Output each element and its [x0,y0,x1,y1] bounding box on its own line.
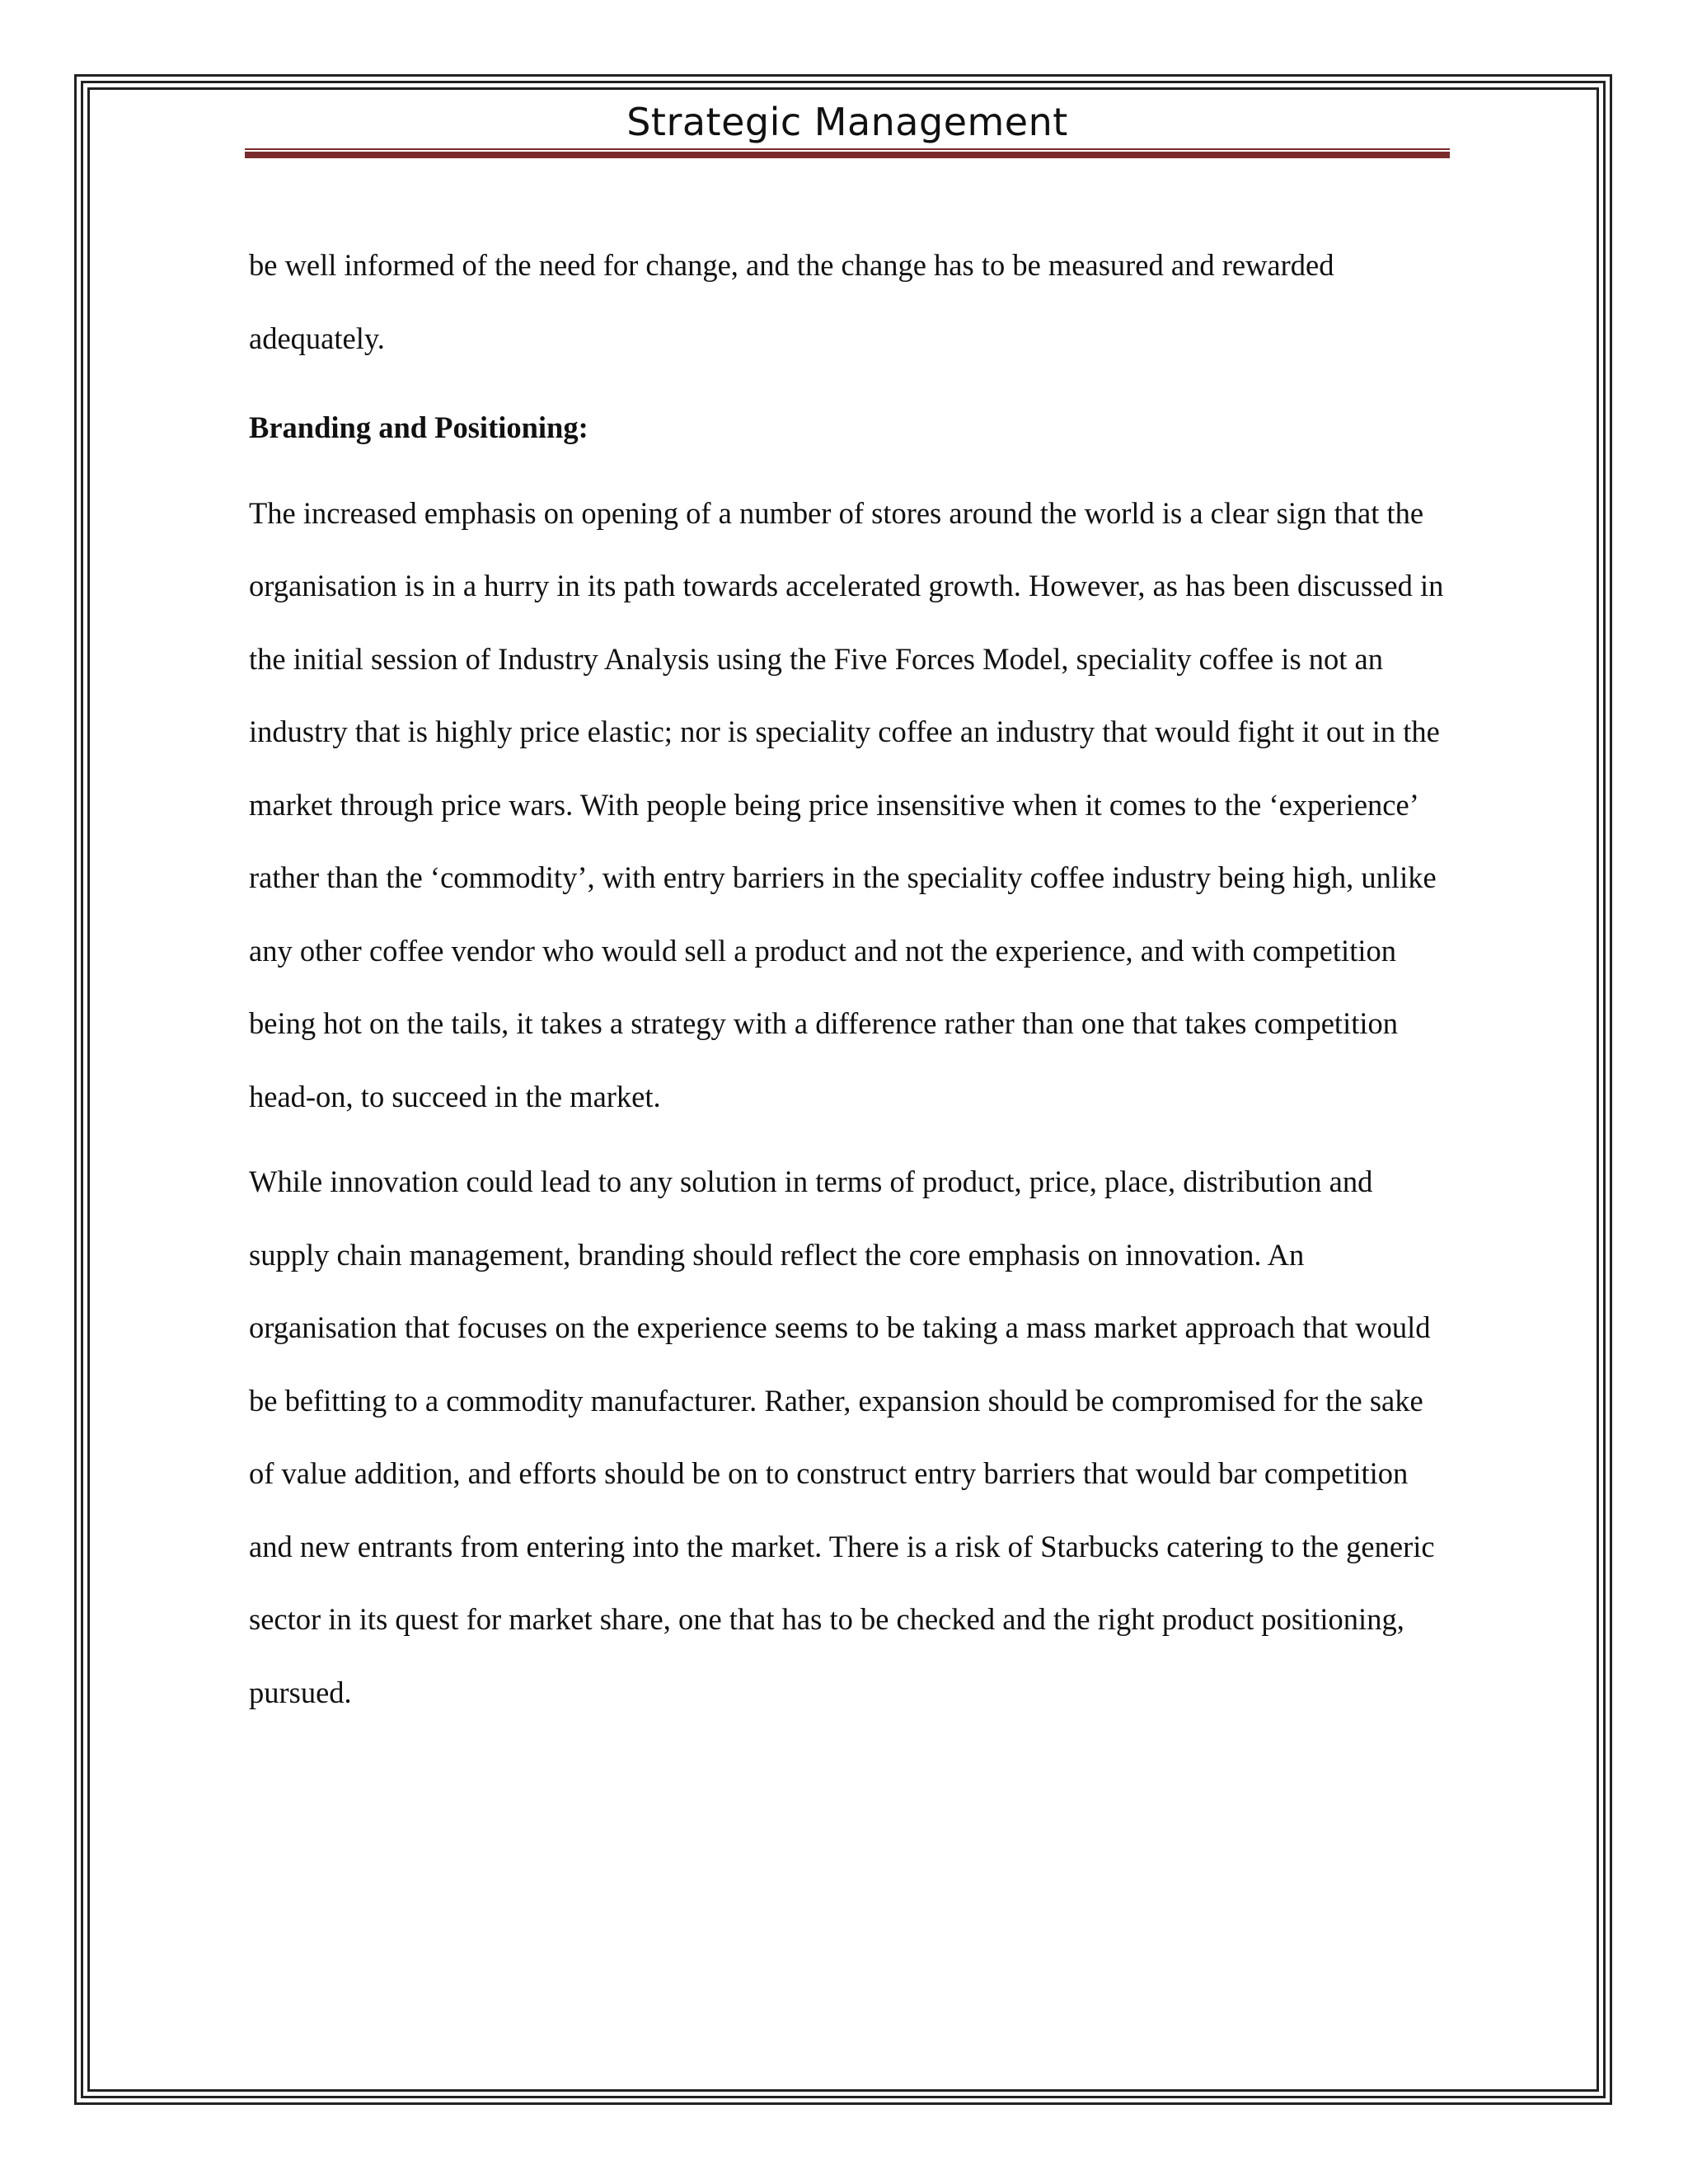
body-paragraph-2: While innovation could lead to any solution in terms of product, price, place, distribution and supply chain management, branding should reflect the core emphasis on innovation. An organisation that focuses on the experience seems to be taking a mass market approach that would be befitting to a commodity manufacturer. Rather, expansion should be compromised for the sake of value addition, and efforts should be on to construct entry barriers that would bar competition and new entrants from entering into the market. There is a risk of Starbucks catering to the generic sector in its quest for market share, one that has to be checked and the right product positioning, pursued. [249,1165,1435,1709]
continuation-paragraph: be well informed of the need for change, and the change has to be measured and rewarded adequately. [249,248,1334,355]
header-rule-thick [245,152,1450,158]
section-heading: Branding and Positioning: [249,410,588,444]
header-rule-thin [245,148,1450,150]
body-paragraph-1: The increased emphasis on opening of a number of stores around the world is a clear sign that the organisation is in a hurry in its path towards accelerated growth. However, as has been discussed in the initial session of Industry Analysis using the Five Forces Model, speciality coffee is not an industry that is highly price elastic; nor is speciality coffee an industry that would fight it out in the market through price wars. With people being price insensitive when it comes to the ‘experience’ rather than the ‘commodity’, with entry barriers in the speciality coffee industry being high, unlike any other coffee vendor who would sell a product and not the experience, and with competition being hot on the tails, it takes a strategy with a difference rather than one that takes competition head-on, to succeed in the market. [249,495,1444,1113]
page-header-title: Strategic Management [626,100,1068,144]
document-body [249,229,1452,1729]
